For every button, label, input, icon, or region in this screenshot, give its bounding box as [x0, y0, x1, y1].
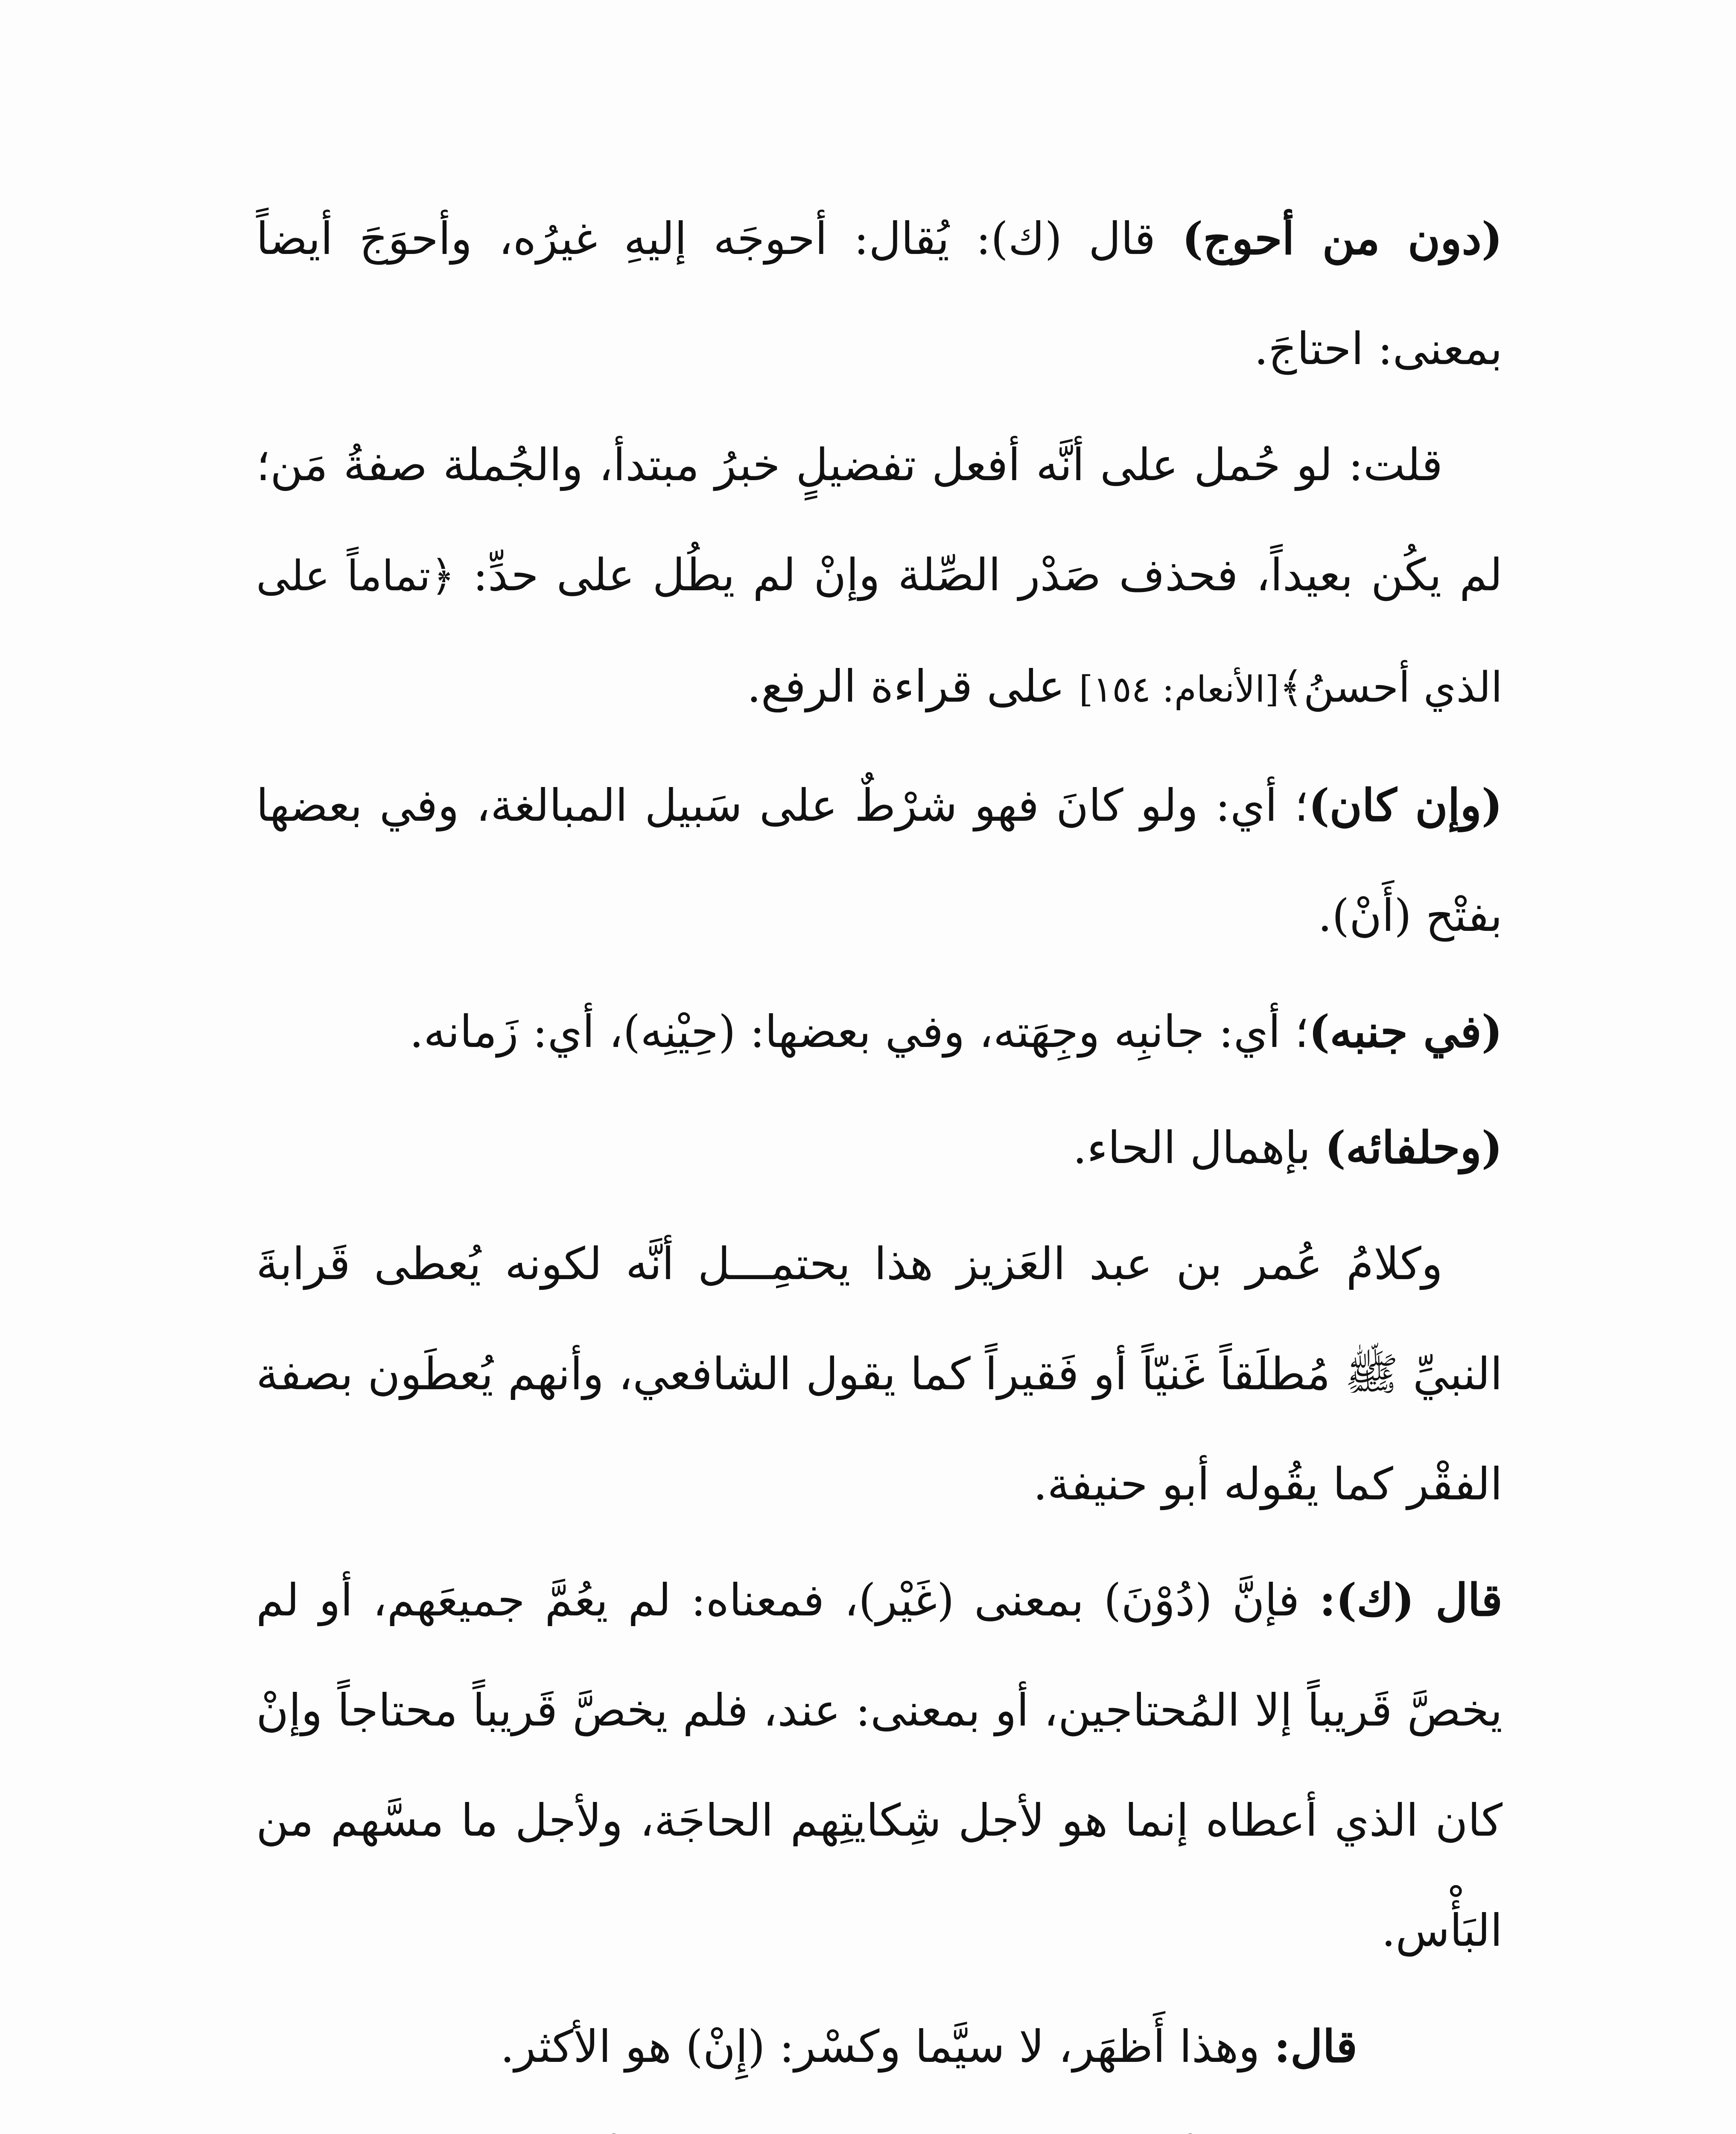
- paragraph-lead: (وإن كان): [1308, 779, 1503, 831]
- paragraph-text: فإنَّ (دُوْنَ) بمعنى (غَيْر)، فمعناه: لم يعُمَّ جميعَهم، أو لم يخصَّ قَريباً إلا المُحتاجين، أو بمعنى: عند، فلم يخصَّ قَريباً محتاجاً وإنْ كان الذي أعطاه إنما هو لأجل شِكايتِهم الحاجَة، ولأجل ما مسَّهم من البَأْس.: [256, 1574, 1503, 1956]
- paragraph-8: [256, 1991, 1503, 2102]
- paragraph-6: [256, 1209, 1503, 1539]
- paragraph-3: [256, 750, 1503, 971]
- quran-verse: ﴿تماماً على الذي أحسنُ﴾: [256, 552, 1503, 712]
- paragraph-lead: (في جنبه): [1309, 1005, 1503, 1058]
- paragraph-5: [256, 1093, 1503, 1203]
- paragraph-lead: (وحلفائه): [1325, 1121, 1503, 1174]
- paragraph-text: قلت: لو حُمل على أنَّه أفعل تفضيلٍ خبرُ مبتدأ، والجُملة صفةُ مَن؛ لم يكُن بعيداً، فحذف صَدْر الصِّلة وإنْ لم يطُل على حدِّ:: [256, 439, 1503, 601]
- paragraph-7: [256, 1545, 1503, 1985]
- paragraph-4: [256, 977, 1503, 1087]
- paragraph-text: ؛ أي: ولو كانَ فهو شرْطٌ على سَبيل المبالغة، وفي بعضها بفتْح (أَنْ).: [256, 779, 1503, 942]
- paragraph-text: قال (ك): يُقال: أحوجَه إليهِ غيرُه، وأحوَجَ أيضاً بمعنى: احتاجَ.: [256, 213, 1503, 375]
- paragraph-text: وكلامُ عُمر بن عبد العَزيز هذا يحتمِـــل أنَّه لكونه يُعطى قَرابةَ النبيِّ ﷺ مُطلَقاً غَنيّاً أو فَقيراً كما يقول الشافعي، وأنهم يُعطَون بصفة الفقْر كما يقُوله أبو حنيفة.: [256, 1238, 1503, 1510]
- paragraph-lead: قال (ك):: [1319, 1574, 1503, 1626]
- paragraph-2: [256, 410, 1503, 744]
- paragraph-text: على قراءة الرفع.: [747, 660, 1079, 712]
- verse-reference: [الأنعام: ١٥٤]: [1079, 668, 1279, 710]
- paragraph-1: [256, 184, 1503, 404]
- main-text: [256, 184, 1503, 2134]
- paragraph-lead: قال:: [1274, 2020, 1357, 2073]
- paragraph-text: ؛ أي: جانبِه وجِهَته، وفي بعضها: (حِيْنِه)، أي: زَمانه.: [409, 1006, 1309, 1058]
- paragraph-lead: (دون من أحوج): [1182, 212, 1503, 265]
- paragraph-9: [256, 2108, 1503, 2134]
- paragraph-text: بإهمال الحاء.: [1073, 1122, 1325, 1174]
- paragraph-text: وهذا أَظهَر، لا سيَّما وكسْر: (إِنْ) هو الأكثر.: [500, 2020, 1274, 2073]
